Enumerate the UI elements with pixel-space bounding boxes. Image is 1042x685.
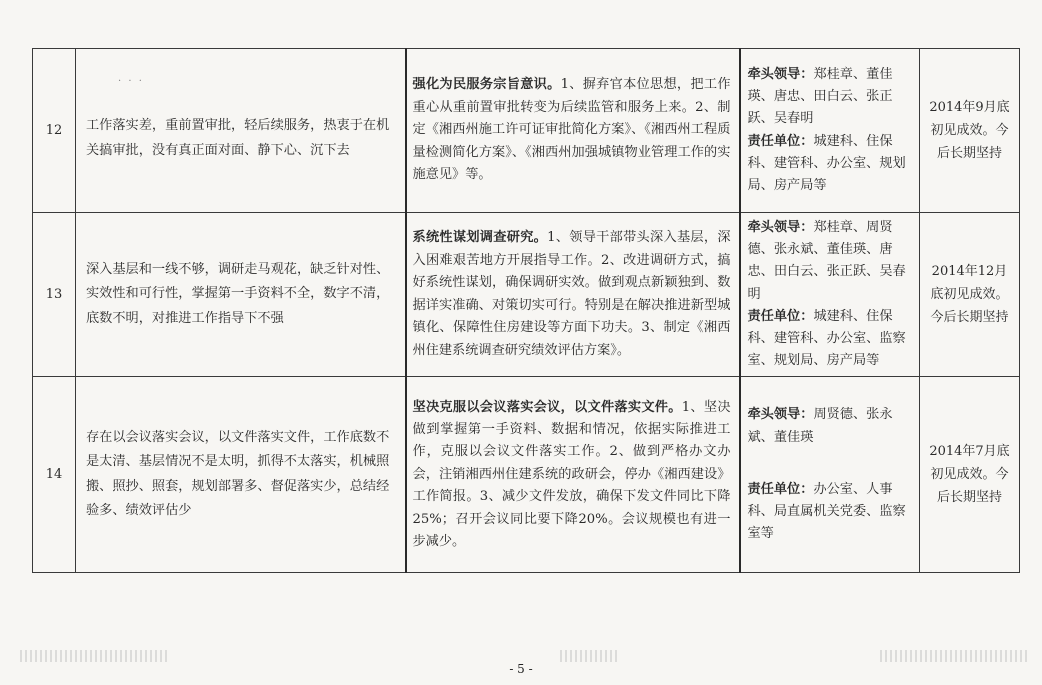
measure-body: 1、坚决做到掌握第一手资料、数据和情况，依据实际推进工作，克服以会议文件落实工作。2、做到严格办文办会，注销湘西州住建系统的政研会，停办《湘西建设》工作简报。3、减少文件发放，确保下发文件同比下降25%；召开会议同比要下降20%。会议规模也有进一步减少。 — [412, 399, 731, 549]
row-number: 14 — [33, 377, 76, 573]
units-names: 城建科、住保科、建管科、办公室、规划局、房产局等 — [747, 133, 906, 193]
measures-table — [32, 48, 1020, 573]
table-row — [33, 213, 1020, 377]
units-label: 责任单位： — [747, 308, 814, 324]
leaders-line — [748, 404, 916, 448]
responsibility-cell — [740, 377, 920, 573]
scan-dots: · · · — [118, 76, 144, 87]
timeline-text: 2014年9月底初见成效。今后长期坚持 — [929, 100, 1010, 161]
measure-cell — [406, 377, 740, 573]
responsibility-text — [741, 213, 920, 376]
timeline-text: 2014年12月底初见成效。今后长期坚持 — [930, 264, 1009, 326]
measure-text — [407, 391, 739, 560]
scan-artifact — [560, 650, 620, 662]
measure-body: 1、摒弃官本位思想，把工作重心从重前置审批转变为后续监管和服务上来。2、制定《湘西州施工许可证审批简化方案》、《湘西州工程质量检测简化方案》、《湘西州加强城镇物业管理工作的实施意见》等。 — [412, 77, 731, 183]
units-line — [748, 479, 916, 546]
leaders-names: 郑桂章、董佳瑛、唐忠、田白云、张正跃、吴春明 — [747, 66, 893, 127]
table-row — [33, 377, 1020, 573]
responsibility-cell — [740, 49, 920, 213]
scan-artifact — [880, 650, 1030, 662]
units-line — [748, 131, 916, 198]
leaders-label: 牵头领导： — [747, 66, 814, 82]
units-names: 城建科、住保科、建管科、办公室、监察室、规划局、房产局等 — [747, 308, 906, 369]
measure-lead: 强化为民服务宗旨意识。 — [412, 77, 561, 93]
row-number: 13 — [33, 213, 76, 377]
measure-body: 1、领导干部带头深入基层，深入困难艰苦地方开展指导工作。2、改进调研方式，搞好系统性谋划，确保调研实效。做到观点新颖独到、数据详实准确、对策切实可行。特别是在解决推进新型城镇化、保障性住房建设等方面下功夫。3、制定《湘西州住建系统调查研究绩效评估方案》。 — [412, 230, 731, 358]
scan-artifact — [20, 650, 170, 662]
measure-text — [407, 221, 739, 367]
measure-lead: 坚决克服以会议落实会议，以文件落实文件。 — [412, 399, 682, 415]
leaders-names: 周贤德、张永斌、董佳瑛 — [747, 407, 893, 445]
timeline-cell — [920, 377, 1020, 573]
leaders-label: 牵头领导： — [747, 220, 814, 235]
leaders-names: 郑桂章、周贤德、张永斌、董佳瑛、唐忠、田白云、张正跃、吴春明 — [747, 220, 906, 302]
row-number: 12 — [33, 49, 76, 213]
problem-cell — [76, 49, 406, 213]
timeline-cell — [920, 213, 1020, 377]
measure-cell — [406, 213, 740, 377]
table-row — [33, 49, 1020, 213]
units-line — [748, 306, 916, 373]
leaders-label: 牵头领导： — [747, 407, 814, 423]
responsibility-text — [741, 400, 920, 549]
timeline-cell — [920, 49, 1020, 213]
responsibility-cell — [740, 213, 920, 377]
leaders-line — [748, 217, 916, 306]
units-label: 责任单位： — [747, 133, 814, 149]
measure-cell — [406, 49, 740, 213]
page-number: - 5 - — [509, 662, 533, 676]
problem-text: 工作落实差，重前置审批，轻后续服务，热衷于在机关搞审批，没有真正面对面、静下心、沉下去 — [86, 118, 390, 158]
units-names: 办公室、人事科、局直属机关党委、监察室等 — [747, 481, 906, 542]
measure-text — [407, 68, 739, 192]
leaders-line — [748, 64, 916, 131]
units-label: 责任单位： — [747, 481, 814, 497]
problem-cell — [76, 377, 406, 573]
problem-text: 存在以会议落实会议，以文件落实文件，工作底数不是太清、基层情况不是太明，抓得不太落实，机械照搬、照抄、照套，规划部署多、督促落实少，总结经验多、绩效评估少 — [86, 429, 390, 519]
problem-text: 深入基层和一线不够，调研走马观花，缺乏针对性、实效性和可行性，掌握第一手资料不全，数字不清，底数不明，对推进工作指导下不强 — [86, 261, 390, 326]
timeline-text: 2014年7月底初见成效。今后长期坚持 — [929, 444, 1010, 506]
problem-cell — [76, 213, 406, 377]
measure-lead: 系统性谋划调查研究。 — [412, 230, 548, 246]
responsibility-text — [741, 60, 920, 201]
